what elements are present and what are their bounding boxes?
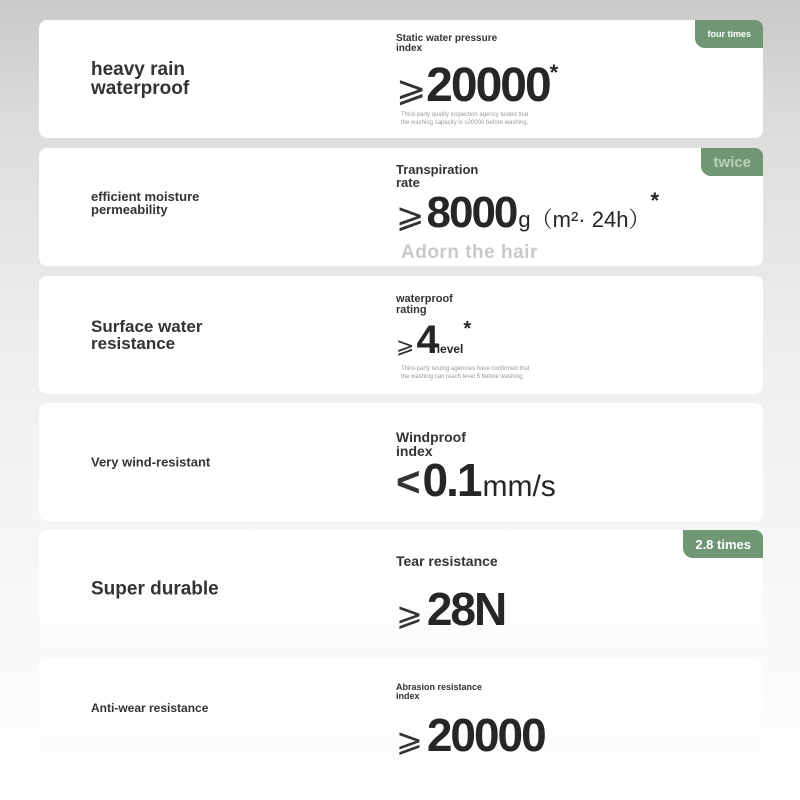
comparator-symbol: ⩾ xyxy=(396,596,423,632)
metric-value: 28N xyxy=(426,583,506,635)
metric-unit: level xyxy=(436,342,464,356)
comparison-badge: four times xyxy=(695,20,763,48)
metric-unit: mm/s xyxy=(482,470,556,503)
metric-value-row xyxy=(396,318,471,363)
metric-value-row xyxy=(396,188,659,238)
footnote-star: * xyxy=(549,60,559,85)
metric-value: 8000 xyxy=(426,188,517,237)
metric-value: 4 xyxy=(416,318,437,362)
feature-label: Anti-wear resistance xyxy=(91,701,209,715)
metric-name: Static water pressure index xyxy=(396,33,498,54)
comparator-symbol: ⩾ xyxy=(396,333,415,358)
feature-label: Very wind-resistant xyxy=(91,454,211,470)
feature-card-anti-wear xyxy=(39,658,763,758)
feature-card-surface-water-resistance xyxy=(39,276,763,394)
footnote-star: * xyxy=(463,318,472,340)
feature-label: Surface water resistance xyxy=(91,317,203,353)
metric-name: Transpiration rate xyxy=(396,162,479,190)
feature-card-moisture-permeability xyxy=(39,148,763,266)
metric-value-row xyxy=(396,58,558,113)
feature-card-super-durable xyxy=(39,530,763,648)
comparison-badge: 2.8 times xyxy=(683,530,763,558)
feature-label: Super durable xyxy=(91,578,219,600)
metric-value: 0.1 xyxy=(422,454,481,506)
metric-name: waterproof rating xyxy=(396,293,453,316)
comparison-badge: twice xyxy=(701,148,763,176)
comparator-symbol: ⩾ xyxy=(396,197,425,235)
comparator-symbol: < xyxy=(396,458,421,505)
footnote-star: * xyxy=(650,188,659,213)
metric-unit: g（m²· 24h） xyxy=(518,207,651,232)
footnote-text: Third-party testing agencies have confirmed that the washing can reach level 5 before washing. xyxy=(401,366,530,380)
metric-value: 20000 xyxy=(426,59,550,112)
footnote-text: Third-party quality inspection agency tested that the washing capacity is ≥20000 before washing. xyxy=(401,112,529,126)
watermark-text: Adorn the hair xyxy=(401,242,538,263)
metric-value-row xyxy=(396,582,505,636)
comparator-symbol: ⩾ xyxy=(396,722,423,758)
feature-card-heavy-rain-waterproof xyxy=(39,20,763,138)
metric-value-row xyxy=(396,708,545,758)
metric-name: Tear resistance xyxy=(396,553,498,569)
feature-label: efficient moisture permeability xyxy=(91,189,200,217)
feature-label: heavy rain waterproof xyxy=(91,59,190,99)
metric-value-row xyxy=(396,453,556,507)
metric-value: 20000 xyxy=(426,709,545,758)
comparator-symbol: ⩾ xyxy=(396,68,427,109)
feature-card-wind-resistance xyxy=(39,403,763,521)
metric-name: Abrasion resistance index xyxy=(396,682,483,701)
metric-name: Windproof index xyxy=(396,429,466,459)
